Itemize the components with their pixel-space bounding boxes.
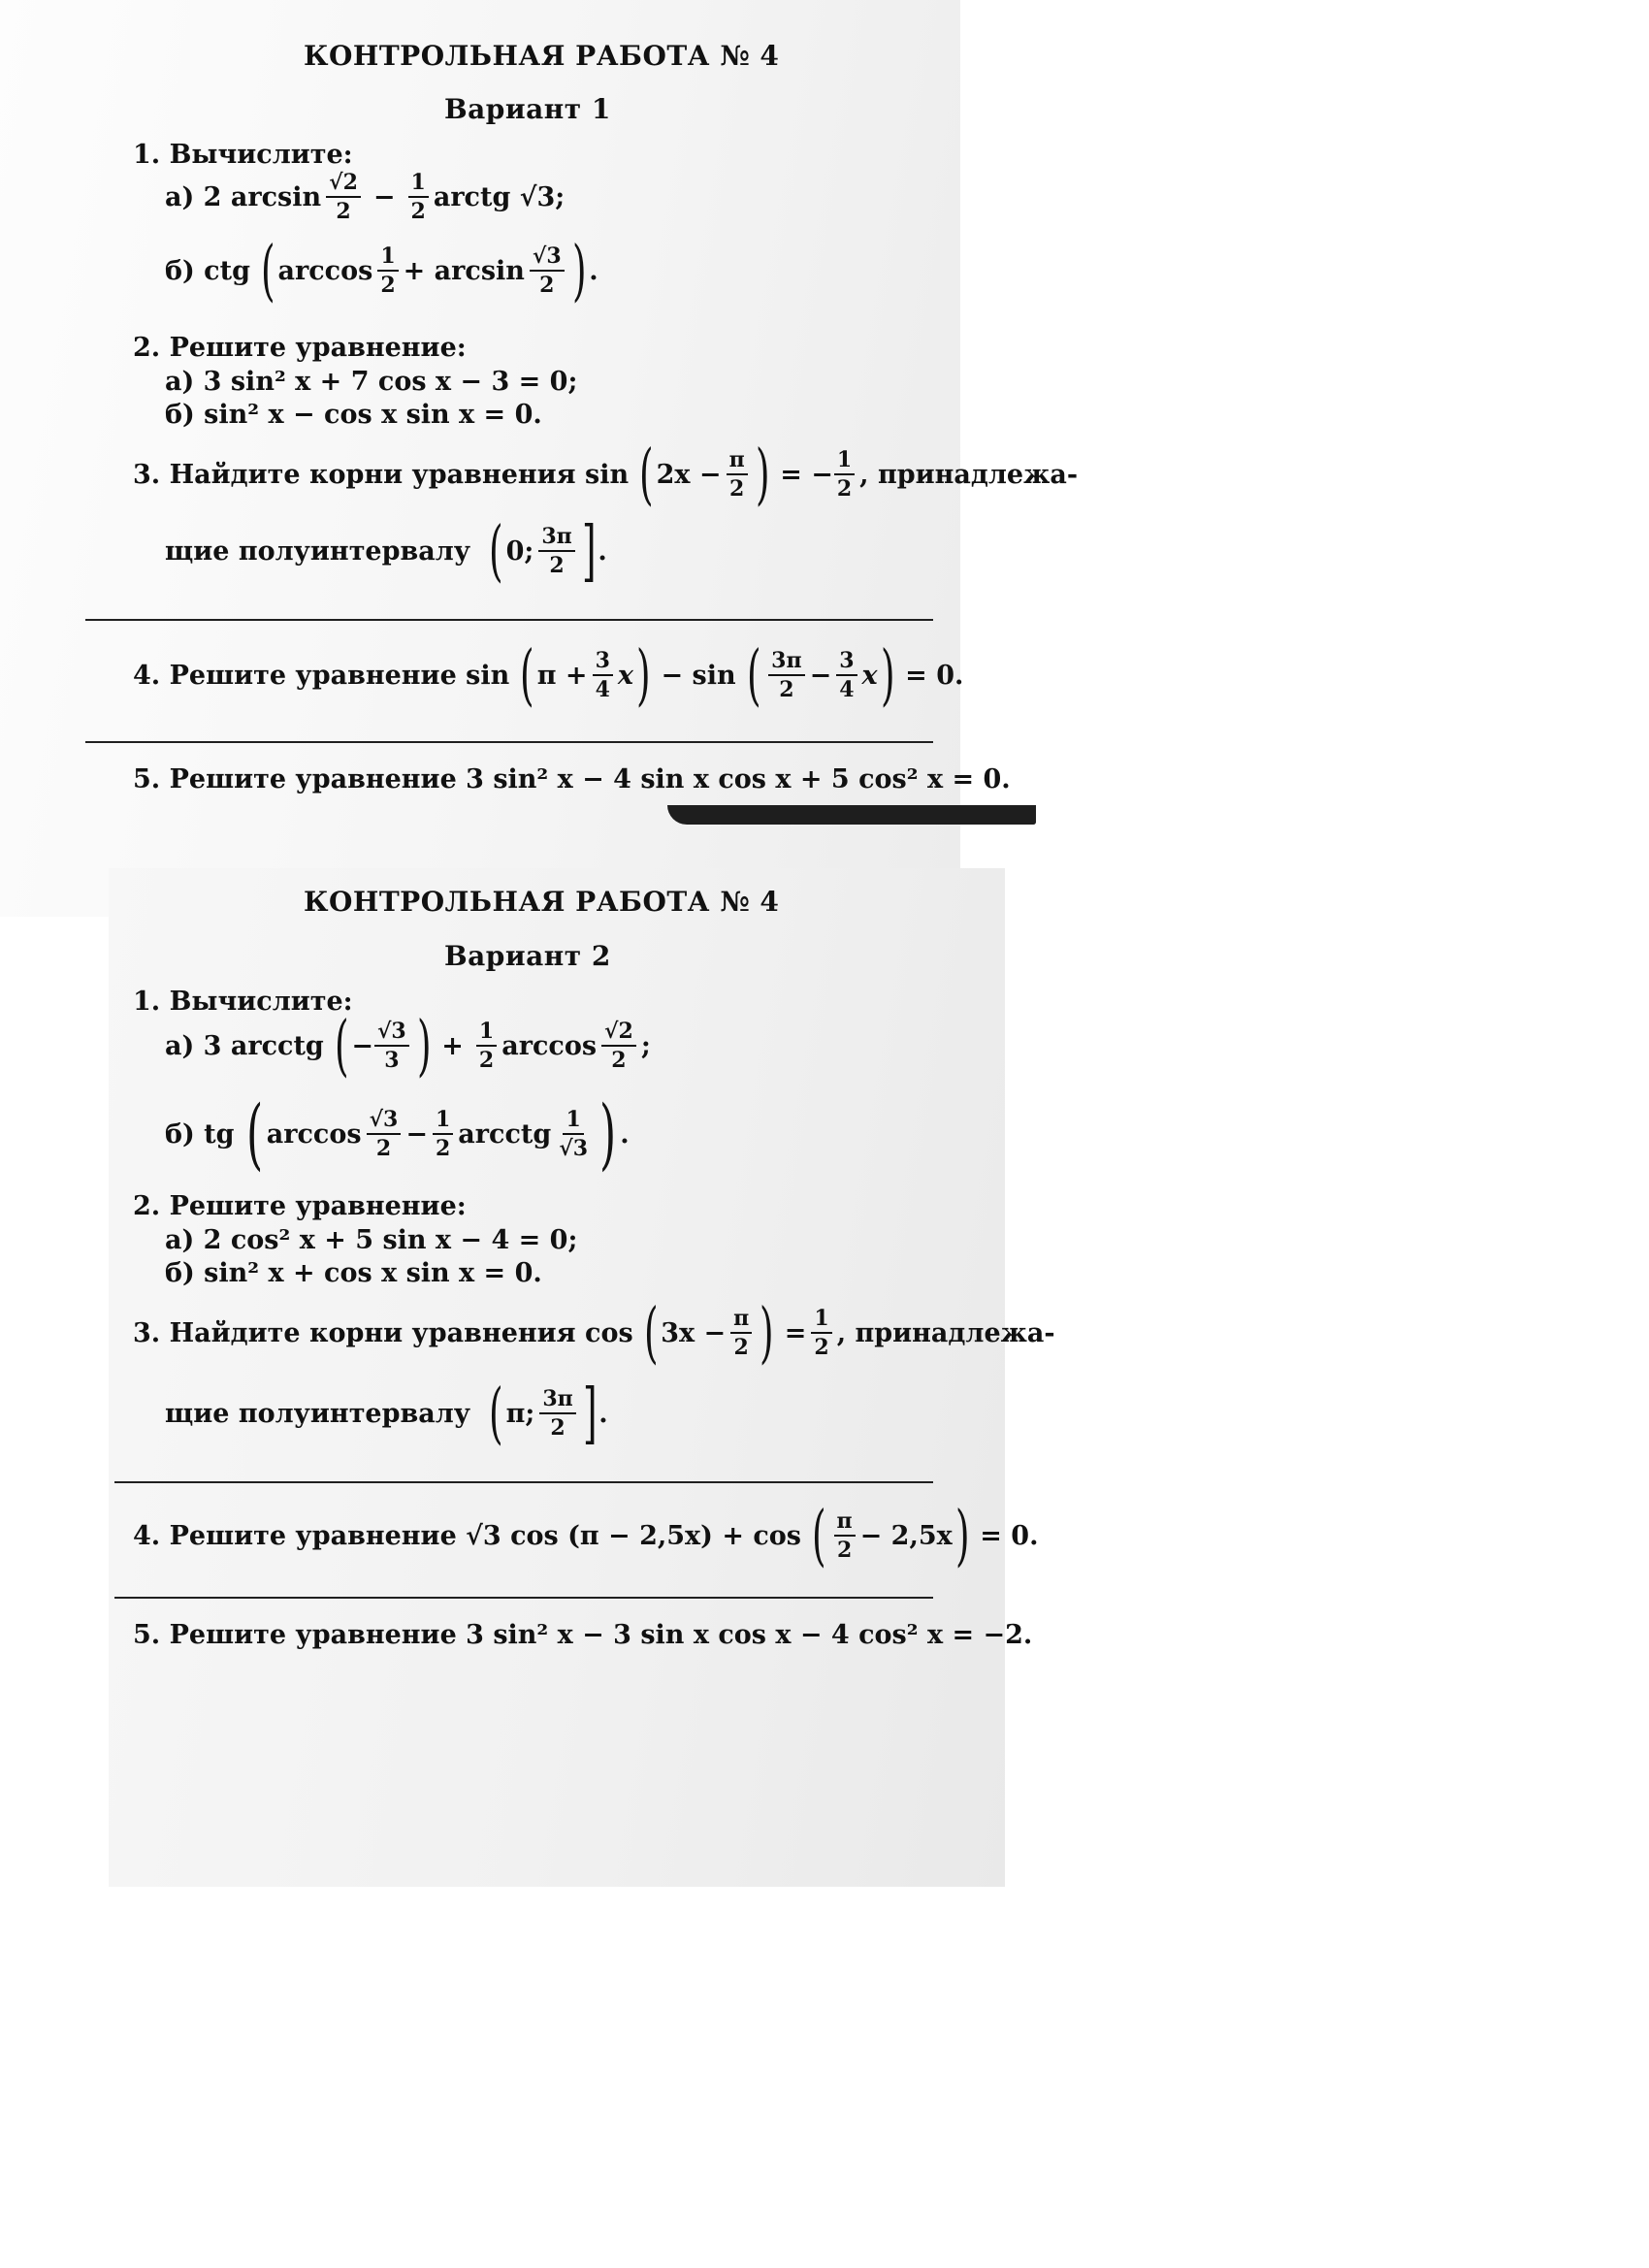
worksheet-title: КОНТРОЛЬНАЯ РАБОТА № 4 (304, 886, 780, 918)
problem-1a: а) 3 arcctg ( − $\frac{√3}{3}$ ) + $\frac{1}{2}$ arccos $\frac{√2}{2}$ ; (165, 1008, 651, 1085)
problem-1-heading: 1. Вычислите: (133, 140, 353, 170)
worksheet-variant-2 (109, 868, 1055, 1887)
problem-2a: а) 3 sin² x + 7 cos x − 3 = 0; (165, 367, 578, 397)
problem-2-heading: 2. Решите уравнение: (133, 333, 467, 363)
problem-1-heading: 1. Вычислите: (133, 987, 353, 1017)
worksheet-variant-1 (0, 0, 1079, 917)
problem-1a: а) 2 arcsin $\frac{√2}{2}$ − $\frac{1}{2}$ arctg √3; (165, 170, 566, 224)
problem-4: 4. Решите уравнение √3 cos (π − 2,5x) + cos ( $\frac{\pi}{2}$ − 2,5x ) = 0. (133, 1498, 1039, 1574)
divider (85, 741, 933, 743)
problem-2b: б) sin² x − cos x sin x = 0. (165, 400, 542, 430)
variant-label: Вариант 1 (444, 93, 611, 125)
divider (114, 1597, 933, 1599)
problem-2b: б) sin² x + cos x sin x = 0. (165, 1258, 542, 1288)
problem-5: 5. Решите уравнение 3 sin² x − 3 sin x cos x − 4 cos² x = −2. (133, 1620, 1033, 1650)
problem-1b: б) ctg ( arccos $\frac{1}{2}$ + arcsin $\frac{√3}{2}$ ) . (165, 233, 598, 309)
variant-label: Вариант 2 (444, 940, 611, 972)
scan-shadow (667, 805, 1036, 825)
problem-5: 5. Решите уравнение 3 sin² x − 4 sin x cos x + 5 cos² x = 0. (133, 764, 1011, 794)
problem-1b: б) tg ( arccos $\frac{√3}{2}$ − $\frac{1}{2}$ arcctg $\frac{1}{√3}$ ) . (165, 1088, 630, 1179)
divider (114, 1481, 933, 1483)
worksheet-title: КОНТРОЛЬНАЯ РАБОТА № 4 (304, 40, 780, 72)
problem-3-interval: щие полуинтервалу ( π; $\frac{3\pi}{2}$ ] . (165, 1376, 608, 1452)
problem-3: 3. Найдите корни уравнения cos ( 3x − $\frac{\pi}{2}$ ) = $\frac{1}{2}$ , принадлежа- (133, 1295, 1055, 1372)
problem-3-interval: щие полуинтервалу ( 0; $\frac{3\pi}{2}$ ] . (165, 513, 607, 590)
problem-3: 3. Найдите корни уравнения sin ( 2x − $\frac{\pi}{2}$ ) = − $\frac{1}{2}$ , принадлежа- (133, 437, 1079, 513)
problem-2a: а) 2 cos² x + 5 sin x − 4 = 0; (165, 1225, 578, 1255)
problem-2-heading: 2. Решите уравнение: (133, 1191, 467, 1221)
problem-4: 4. Решите уравнение sin ( π + $\frac{3}{4}$ x ) − sin ( $\frac{3\pi}{2}$ − $\frac{3}{4}$ x ) = 0. (133, 637, 964, 714)
divider (85, 619, 933, 621)
